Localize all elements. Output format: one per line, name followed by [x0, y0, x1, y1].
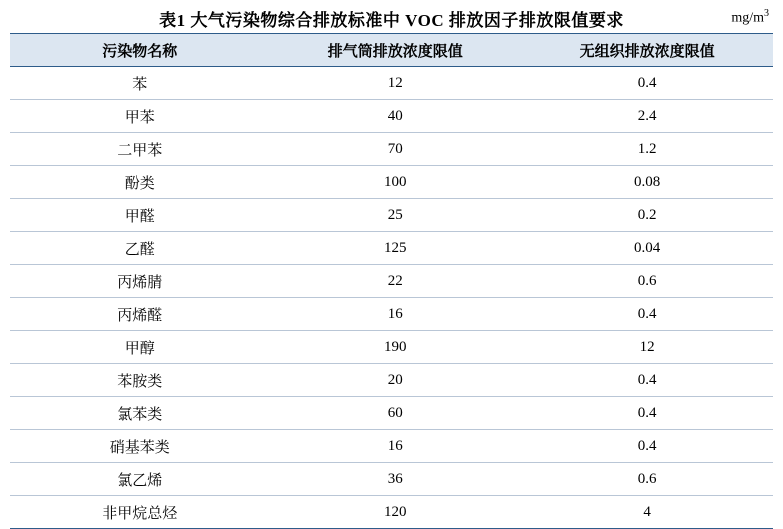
table-row: [10, 397, 773, 430]
cell-pollutant-name: 氯苯类: [10, 397, 269, 430]
cell-pollutant-name: 非甲烷总烃: [10, 496, 269, 529]
column-header-pollutant-name: 污染物名称: [10, 34, 269, 67]
cell-pollutant-name: 苯: [10, 67, 269, 100]
cell-stack-limit: 20: [269, 364, 521, 397]
table-row: [10, 430, 773, 463]
cell-stack-limit: 120: [269, 496, 521, 529]
cell-fugitive-limit: 0.4: [521, 397, 773, 430]
cell-pollutant-name: 硝基苯类: [10, 430, 269, 463]
cell-pollutant-name: 甲醇: [10, 331, 269, 364]
cell-pollutant-name: 丙烯醛: [10, 298, 269, 331]
cell-pollutant-name: 二甲苯: [10, 133, 269, 166]
units-text: mg/m: [731, 10, 764, 26]
cell-pollutant-name: 甲醛: [10, 199, 269, 232]
title-row: [0, 0, 783, 30]
cell-fugitive-limit: 0.08: [521, 166, 773, 199]
cell-fugitive-limit: 4: [521, 496, 773, 529]
table-row: [10, 133, 773, 166]
table-row: [10, 166, 773, 199]
table-row: [10, 331, 773, 364]
cell-stack-limit: 12: [269, 67, 521, 100]
cell-stack-limit: 70: [269, 133, 521, 166]
cell-pollutant-name: 丙烯腈: [10, 265, 269, 298]
units-exponent: 3: [764, 8, 769, 19]
table-row: [10, 298, 773, 331]
column-header-stack-limit: 排气筒排放浓度限值: [269, 34, 521, 67]
cell-pollutant-name: 乙醛: [10, 232, 269, 265]
cell-stack-limit: 25: [269, 199, 521, 232]
cell-stack-limit: 16: [269, 430, 521, 463]
cell-fugitive-limit: 1.2: [521, 133, 773, 166]
cell-pollutant-name: 氯乙烯: [10, 463, 269, 496]
cell-fugitive-limit: 2.4: [521, 100, 773, 133]
cell-fugitive-limit: 0.4: [521, 298, 773, 331]
cell-fugitive-limit: 12: [521, 331, 773, 364]
cell-stack-limit: 60: [269, 397, 521, 430]
cell-pollutant-name: 苯胺类: [10, 364, 269, 397]
table-row: [10, 100, 773, 133]
table-row: [10, 463, 773, 496]
table-row: [10, 496, 773, 529]
cell-pollutant-name: 酚类: [10, 166, 269, 199]
cell-fugitive-limit: 0.04: [521, 232, 773, 265]
units-label: [731, 8, 769, 27]
cell-fugitive-limit: 0.4: [521, 430, 773, 463]
table-row: [10, 265, 773, 298]
header-row: [10, 34, 773, 67]
table-row: [10, 364, 773, 397]
cell-stack-limit: 22: [269, 265, 521, 298]
cell-fugitive-limit: 0.6: [521, 463, 773, 496]
cell-pollutant-name: 甲苯: [10, 100, 269, 133]
emission-limits-table: [10, 33, 773, 529]
cell-fugitive-limit: 0.4: [521, 67, 773, 100]
table-row: [10, 232, 773, 265]
cell-stack-limit: 40: [269, 100, 521, 133]
table-title: 表1 大气污染物综合排放标准中 VOC 排放因子排放限值要求: [159, 11, 624, 30]
cell-stack-limit: 100: [269, 166, 521, 199]
cell-fugitive-limit: 0.2: [521, 199, 773, 232]
cell-stack-limit: 36: [269, 463, 521, 496]
cell-stack-limit: 190: [269, 331, 521, 364]
table-row: [10, 199, 773, 232]
cell-fugitive-limit: 0.6: [521, 265, 773, 298]
cell-fugitive-limit: 0.4: [521, 364, 773, 397]
cell-stack-limit: 125: [269, 232, 521, 265]
table-header: [10, 34, 773, 67]
column-header-fugitive-limit: 无组织排放浓度限值: [521, 34, 773, 67]
cell-stack-limit: 16: [269, 298, 521, 331]
table-row: [10, 67, 773, 100]
table-body: [10, 67, 773, 529]
